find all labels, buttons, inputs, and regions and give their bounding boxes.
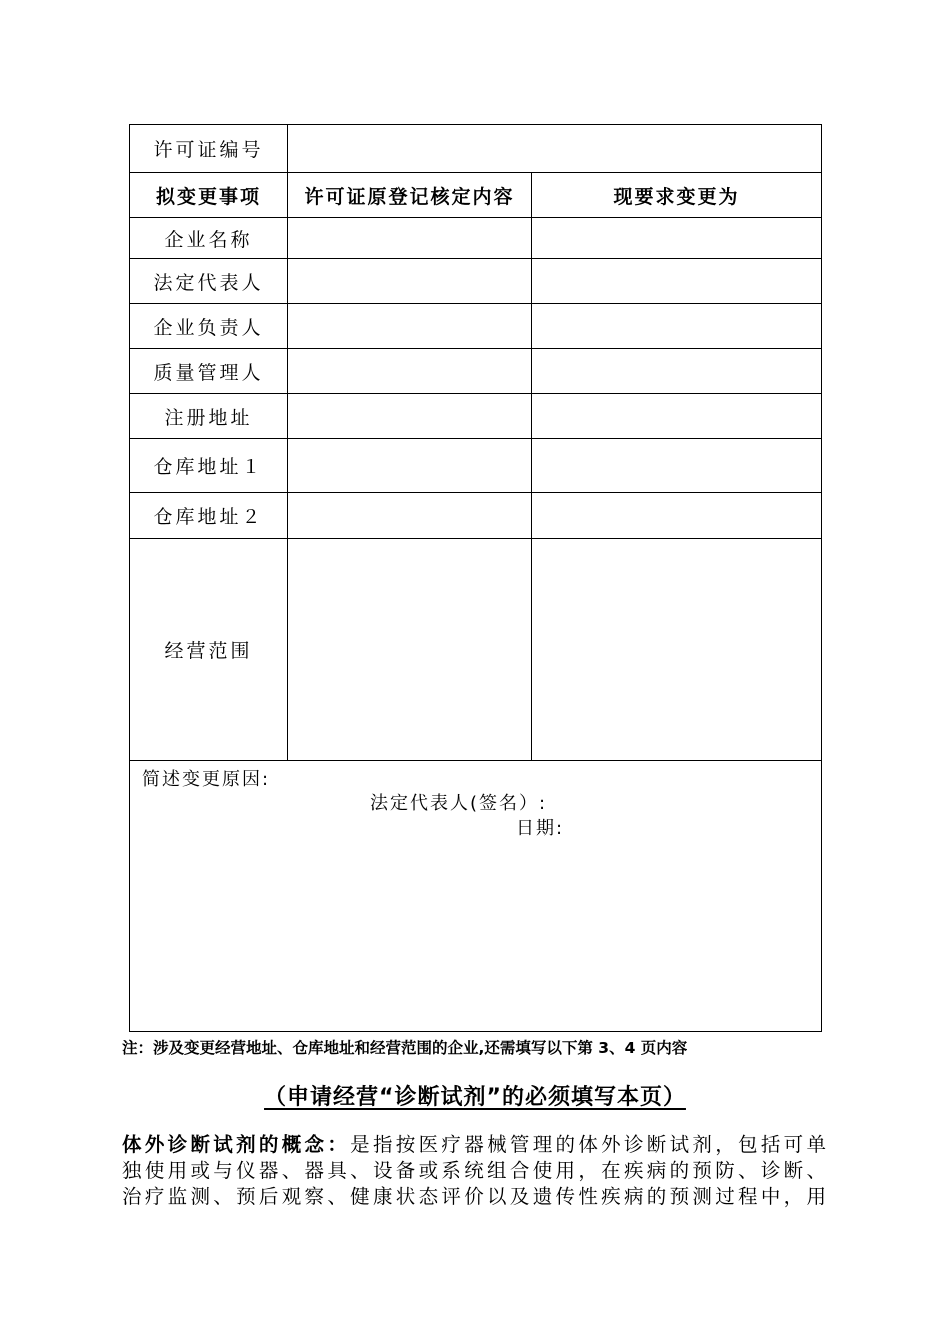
- original-registered-address-field[interactable]: [288, 394, 532, 439]
- changed-warehouse-1-field[interactable]: [532, 439, 822, 493]
- row-label-legal-rep: 法定代表人: [130, 259, 288, 304]
- concept-line-2: 独使用或与仪器、器具、设备或系统组合使用，在疾病的预防、诊断、: [122, 1159, 826, 1182]
- reason-row: [130, 761, 822, 1032]
- original-warehouse-1-field[interactable]: [288, 439, 532, 493]
- changed-registered-address-field[interactable]: [532, 394, 822, 439]
- section-subtitle-text: （申请经营“诊断试剂”的必须填写本页）: [264, 1085, 686, 1110]
- row-label-company-name: 企业名称: [130, 218, 288, 259]
- reason-label: 简述变更原因:: [142, 769, 271, 790]
- table-row: [130, 493, 822, 539]
- table-row: [130, 539, 822, 761]
- changed-quality-manager-field[interactable]: [532, 349, 822, 394]
- row-label-warehouse-2: 仓库地址２: [130, 493, 288, 539]
- row-label-quality-manager: 质量管理人: [130, 349, 288, 394]
- original-quality-manager-field[interactable]: [288, 349, 532, 394]
- license-number-label: 许可证编号: [130, 125, 288, 173]
- original-warehouse-2-field[interactable]: [288, 493, 532, 539]
- table-row: [130, 394, 822, 439]
- date-label: 日期:: [516, 818, 565, 839]
- section-subtitle: [0, 1080, 950, 1111]
- changed-company-head-field[interactable]: [532, 304, 822, 349]
- changed-company-name-field[interactable]: [532, 218, 822, 259]
- changed-business-scope-field[interactable]: [532, 539, 822, 761]
- concept-line-1: [122, 1132, 826, 1158]
- license-number-field[interactable]: [288, 125, 822, 173]
- changed-legal-rep-field[interactable]: [532, 259, 822, 304]
- changed-warehouse-2-field[interactable]: [532, 493, 822, 539]
- change-reason-field[interactable]: [130, 761, 822, 1032]
- concept-term: 体外诊断试剂的概念：: [122, 1133, 351, 1156]
- row-label-company-head: 企业负责人: [130, 304, 288, 349]
- header-original-content: 许可证原登记核定内容: [288, 173, 532, 218]
- concept-line-1-text: 是指按医疗器械管理的体外诊断试剂，包括可单: [350, 1133, 826, 1156]
- row-label-registered-address: 注册地址: [130, 394, 288, 439]
- row-label-warehouse-1: 仓库地址１: [130, 439, 288, 493]
- row-label-business-scope: 经营范围: [130, 539, 288, 761]
- header-change-item: 拟变更事项: [130, 173, 288, 218]
- table-row: [130, 218, 822, 259]
- original-company-head-field[interactable]: [288, 304, 532, 349]
- signature-label: 法定代表人(签名）:: [370, 793, 548, 814]
- table-note: 注：涉及变更经营地址、仓库地址和经营范围的企业,还需填写以下第 3、4 页内容: [122, 1039, 688, 1057]
- table-row: [130, 439, 822, 493]
- license-number-row: [130, 125, 822, 173]
- concept-paragraph: [122, 1132, 826, 1210]
- table-row: [130, 259, 822, 304]
- concept-line-3: 治疗监测、预后观察、健康状态评价以及遗传性疾病的预测过程中，用: [122, 1185, 826, 1208]
- header-changed-to: 现要求变更为: [532, 173, 822, 218]
- license-change-table: [129, 124, 822, 1032]
- original-business-scope-field[interactable]: [288, 539, 532, 761]
- original-company-name-field[interactable]: [288, 218, 532, 259]
- table-row: [130, 349, 822, 394]
- header-row: [130, 173, 822, 218]
- original-legal-rep-field[interactable]: [288, 259, 532, 304]
- table-row: [130, 304, 822, 349]
